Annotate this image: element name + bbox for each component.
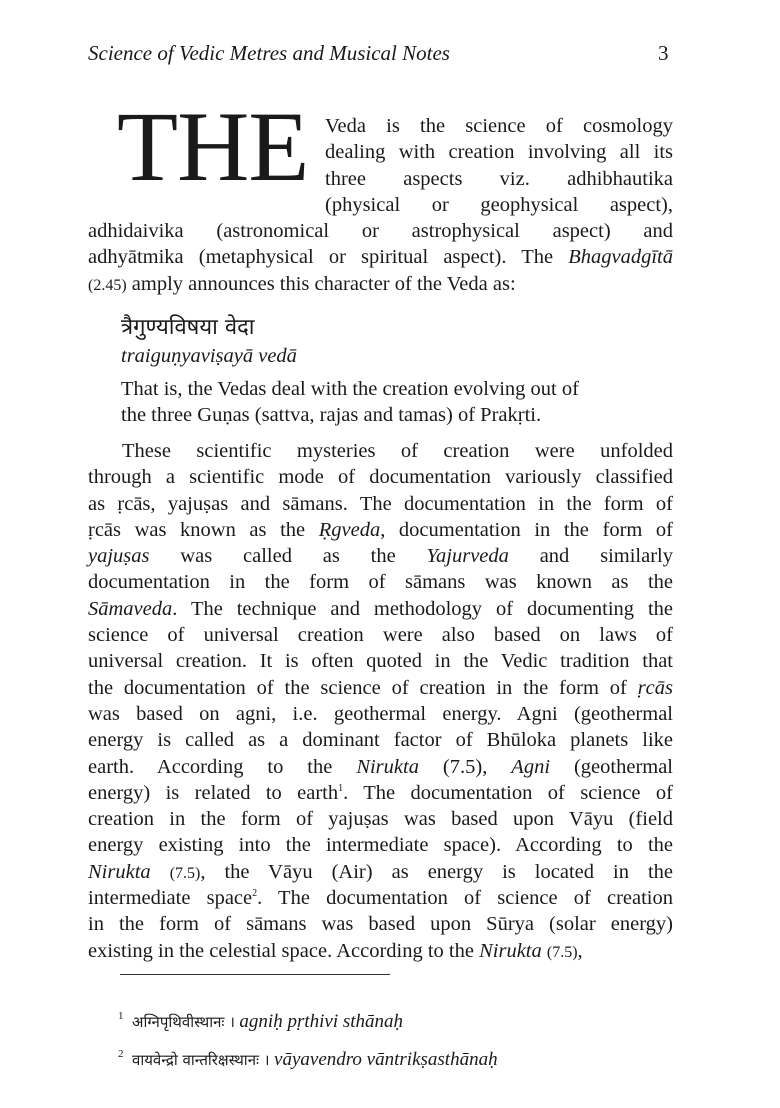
text-segment: intermediate space — [88, 887, 253, 910]
text-segment: as ṛcās, yajuṣas and sāmans. The documentation in the form of — [88, 492, 673, 515]
footnote-reference: 1 — [338, 782, 344, 794]
drop-cap: THE — [117, 91, 309, 202]
text-line: three aspects viz. adhibhautika — [325, 167, 673, 190]
footnote-divider — [120, 974, 390, 975]
text-segment: in the form of sāmans was based upon Sūrya (solar energy) — [88, 913, 673, 936]
text-segment: amply announces this character of the Veda as: — [126, 272, 516, 295]
text-segment: through a scientific mode of documentation variously classified — [88, 466, 673, 489]
italic-title: Bhagvadgītā — [568, 246, 673, 269]
text-segment: (7.5), — [418, 755, 512, 778]
text-segment: , the Vāyu (Air) as energy is located in the — [200, 860, 674, 883]
text-segment: was based on agni, i.e. geothermal energy. Agni (geothermal — [88, 702, 673, 725]
italic-term: Agni — [511, 755, 551, 778]
text-line — [88, 464, 673, 490]
text-segment: energy) is related to earth — [88, 781, 339, 804]
text-segment: . The documentation of science of creation — [257, 887, 673, 910]
text-line — [88, 727, 673, 753]
text-line — [88, 622, 673, 648]
text-line — [88, 885, 673, 911]
page-number: 3 — [658, 41, 669, 65]
text-line — [88, 569, 673, 595]
text-segment: , — [577, 939, 583, 962]
italic-term: Nirukta — [356, 755, 419, 778]
text-segment: universal creation. It is often quoted in the Vedic tradition that — [88, 650, 673, 673]
text-segment: documentation in the form of sāmans was known as the — [88, 571, 673, 594]
footnote-devanagari: अग्निपृथिवीस्थानः । — [132, 1013, 235, 1031]
text-segment: and similarly — [508, 545, 673, 568]
text-segment: the documentation of the science of creation in the form of — [88, 676, 638, 699]
text-segment: (geothermal — [550, 755, 674, 778]
text-line — [88, 271, 673, 297]
text-line: That is, the Vedas deal with the creation evolving out of — [121, 378, 579, 400]
text-line — [88, 244, 673, 270]
italic-term: Sāmaveda — [88, 597, 173, 620]
verse-reference: (2.45) — [88, 276, 127, 294]
main-paragraph — [88, 438, 673, 964]
italic-term: Nirukta — [479, 939, 542, 962]
text-line — [88, 938, 673, 964]
text-line — [88, 832, 673, 858]
intro-beside-dropcap — [325, 113, 673, 218]
text-segment: (7.5) — [169, 864, 201, 882]
text-line: Veda is the science of cosmology — [325, 115, 673, 137]
text-line — [88, 491, 673, 517]
text-segment: energy existing into the intermediate space). According to the — [88, 834, 673, 857]
text-segment: creation in the form of yajuṣas was based upon Vāyu (field — [88, 808, 673, 831]
text-segment — [151, 861, 170, 883]
italic-term: Yajurveda — [426, 545, 509, 568]
footnote-number: 2 — [118, 1048, 124, 1060]
text-line — [88, 911, 673, 937]
text-segment: . The technique and methodology of documenting the — [172, 597, 673, 620]
text-line: adhidaivika (astronomical or astrophysical aspect) and — [88, 220, 673, 242]
text-line: (physical or geophysical aspect), — [325, 193, 673, 216]
text-line — [88, 648, 673, 674]
footnote-1 — [118, 1000, 678, 1038]
italic-term: ṛcās — [637, 676, 673, 699]
text-line — [88, 780, 673, 806]
text-segment: , documentation in the form of — [380, 518, 674, 541]
italic-term: yajuṣas — [88, 545, 150, 568]
footnotes — [118, 1000, 678, 1076]
footnote-devanagari: वायवेन्द्रो वान्तरिक्षस्थानः । — [132, 1051, 270, 1069]
text-segment: existing in the celestial space. According to the — [88, 939, 480, 962]
footnote-transliteration: agniḥ pṛthivi sthānaḥ — [239, 1011, 404, 1032]
footnote-transliteration: vāyavendro vāntrikṣasthānaḥ — [274, 1049, 498, 1070]
footnote-reference: 2 — [252, 888, 258, 900]
italic-term: Nirukta — [88, 860, 151, 883]
text-line — [88, 517, 673, 543]
text-line — [88, 806, 673, 832]
transliteration: traiguṇyaviṣayā vedā — [121, 345, 297, 367]
text-segment: These scientific mysteries of creation were unfolded — [122, 440, 673, 462]
text-segment: adhyātmika (metaphysical or spiritual aspect). The — [88, 246, 569, 269]
text-segment: was called as the — [149, 545, 427, 568]
text-line — [88, 754, 673, 780]
text-line — [88, 675, 673, 701]
italic-term: Ṛgveda — [318, 518, 381, 541]
footnote-2 — [118, 1038, 678, 1076]
text-line — [88, 596, 673, 622]
text-segment: energy is called as a dominant factor of Bhūloka planets like — [88, 729, 673, 752]
text-segment: ṛcās was known as the — [88, 518, 319, 541]
text-segment: earth. According to the — [88, 755, 357, 778]
quote-explanation — [121, 376, 676, 429]
text-segment: . The documentation of science of — [343, 781, 673, 804]
footnote-number: 1 — [118, 1010, 124, 1022]
devanagari-verse: त्रैगुण्यविषया वेदा — [121, 315, 255, 340]
text-line — [88, 438, 673, 464]
text-segment: science of universal creation were also based on laws of — [88, 624, 673, 647]
text-line: dealing with creation involving all its — [325, 141, 673, 164]
text-line: the three Guṇas (sattva, rajas and tamas) of Prakṛti. — [121, 404, 542, 427]
text-line — [88, 701, 673, 727]
text-segment: (7.5) — [546, 943, 578, 961]
running-title: Science of Vedic Metres and Musical Notes — [88, 41, 450, 65]
text-line — [88, 859, 673, 885]
sanskrit-quote — [121, 313, 681, 369]
intro-continuation — [88, 218, 673, 297]
text-line — [88, 543, 673, 569]
